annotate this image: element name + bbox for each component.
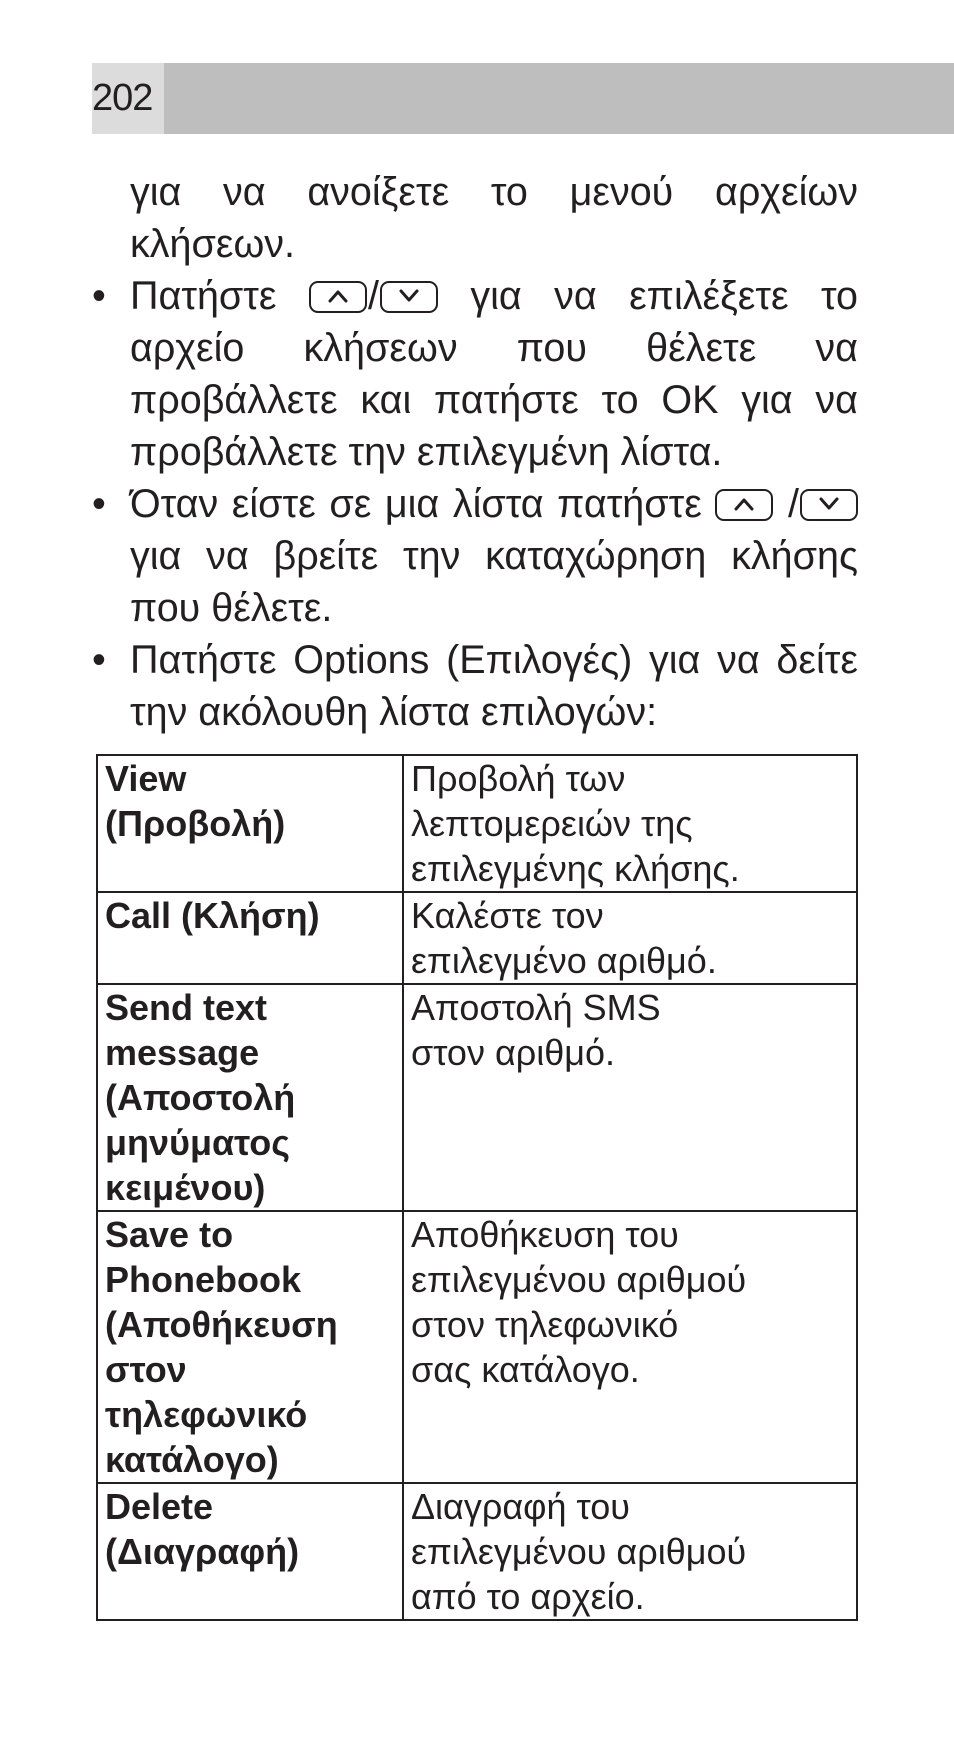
up-arrow-key-icon — [715, 489, 773, 521]
option-name-line: View — [105, 758, 187, 799]
option-name — [97, 892, 403, 984]
option-description — [403, 755, 857, 892]
key-separator: / — [367, 274, 379, 318]
option-description — [403, 1483, 857, 1620]
table-row — [97, 755, 857, 892]
options-table — [96, 754, 858, 1621]
option-description-line: λεπτομερειών της — [411, 803, 693, 844]
key-separator: / — [788, 482, 799, 526]
option-name-line: Save to — [105, 1214, 234, 1255]
page-header-bar — [92, 63, 954, 134]
option-description — [403, 1211, 857, 1483]
option-name — [97, 755, 403, 892]
option-description-line: σας κατάλογο. — [411, 1349, 640, 1390]
option-description-line: Διαγραφή του — [411, 1486, 630, 1527]
table-row — [97, 892, 857, 984]
option-name-line: στον — [105, 1349, 187, 1390]
option-name-line: κατάλογο) — [105, 1439, 279, 1480]
option-name-line: Phonebook — [105, 1259, 301, 1300]
option-name-line: κειμένου) — [105, 1167, 266, 1208]
option-name-line: μηνύματος — [105, 1122, 290, 1163]
option-description-line: στον αριθμό. — [411, 1032, 616, 1073]
option-name-line: (Προβολή) — [105, 803, 286, 844]
option-name-line: Send text — [105, 987, 268, 1028]
option-description-line: επιλεγμένου αριθμού — [411, 1531, 747, 1572]
option-name-line: (Αποθήκευση — [105, 1304, 338, 1345]
table-row — [97, 1211, 857, 1483]
option-name-line: (Διαγραφή) — [105, 1531, 300, 1572]
option-name-line: τηλεφωνικό — [105, 1394, 308, 1435]
option-description-line: στον τηλεφωνικό — [411, 1304, 679, 1345]
option-description-line: Αποστολή SMS — [411, 987, 661, 1028]
option-description-line: Προβολή των — [411, 758, 626, 799]
option-name-line: Call (Κλήση) — [105, 895, 320, 936]
down-arrow-key-icon — [380, 281, 438, 313]
down-arrow-key-icon — [800, 489, 858, 521]
intro-paragraph: για να ανοίξετε το μενού αρχείων κλήσεων. — [130, 170, 858, 266]
bullet-options: • Πατήστε Options (Επιλογές) για να δείτε την ακόλουθη λίστα επιλογών: — [130, 634, 858, 738]
option-description-line: Καλέστε τον — [411, 895, 604, 936]
table-row — [97, 1483, 857, 1620]
option-name — [97, 984, 403, 1211]
bullet-text: για να επιλέξετε το αρχείο κλήσεων που θέλετε να προβάλλετε και πατήστε το OK για να προβάλλετε την επιλεγμένη λίστα. — [130, 274, 858, 474]
option-description-line: επιλεγμένου αριθμού — [411, 1259, 747, 1300]
option-name-line: message — [105, 1032, 260, 1073]
bullet-text: Όταν είστε σε μια λίστα πατήστε — [130, 482, 716, 526]
up-arrow-key-icon — [309, 281, 367, 313]
option-description — [403, 892, 857, 984]
option-name — [97, 1211, 403, 1483]
option-description-line: Αποθήκευση του — [411, 1214, 679, 1255]
bullet-navigate-list — [130, 478, 858, 634]
table-row — [97, 984, 857, 1211]
option-description — [403, 984, 857, 1211]
option-description-line: επιλεγμένης κλήσης. — [411, 848, 740, 889]
bullet-text: Πατήστε — [130, 274, 309, 318]
option-name — [97, 1483, 403, 1620]
bullet-select-call-log — [130, 270, 858, 478]
page-number: 202 — [92, 63, 164, 134]
option-description-line: επιλεγμένο αριθμό. — [411, 940, 717, 981]
page-content — [92, 166, 858, 738]
bullet-text: για να βρείτε την καταχώρηση κλήσης που θέλετε. — [130, 534, 858, 630]
option-description-line: από το αρχείο. — [411, 1576, 645, 1617]
option-name-line: Delete — [105, 1486, 214, 1527]
option-name-line: (Αποστολή — [105, 1077, 296, 1118]
